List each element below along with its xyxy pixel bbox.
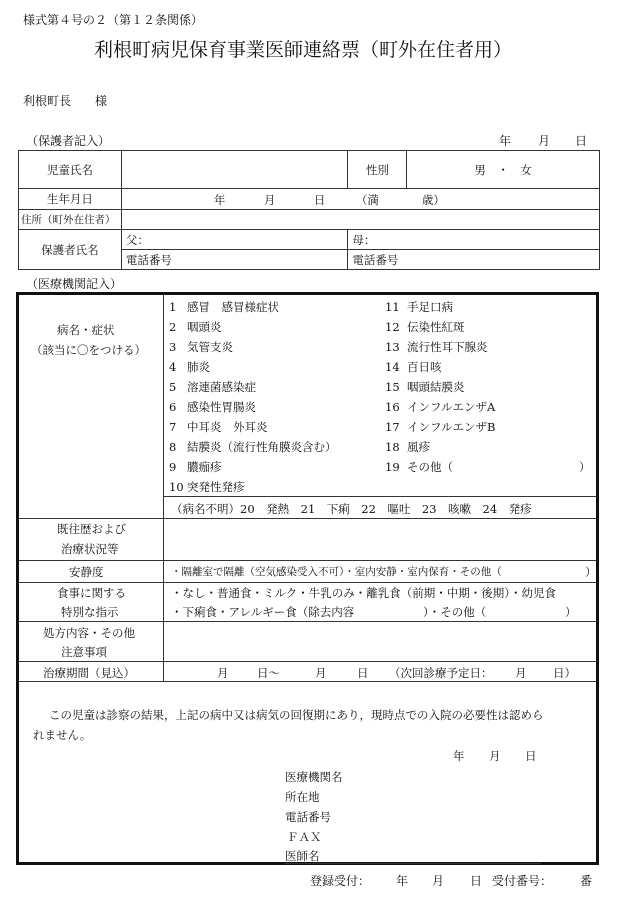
gender-label: 性別 [348, 151, 407, 189]
diet-options-1[interactable]: ・なし・普通食・ミルク・牛乳のみ・離乳食（前期・中期・後期）・幼児食 [171, 586, 557, 600]
disease-name: その他（ [407, 460, 453, 474]
statement-line-1: この児童は診察の結果，上記の病中又は病気の回復期にあり，現時点での入院の必要性は認めら [49, 708, 544, 722]
period-to-day: 日 [357, 666, 369, 680]
address-field[interactable] [121, 210, 599, 230]
disease-name: インフルエンザA [407, 400, 496, 414]
age-close: 歳） [421, 193, 445, 207]
medical-section-label: （医療機関記入） [26, 277, 123, 291]
disease-item[interactable] [385, 319, 465, 335]
diet-options-2b[interactable]: ）・その他（ [423, 605, 487, 619]
birthdate-field[interactable] [121, 189, 599, 210]
birth-day: 日 [313, 193, 326, 207]
disease-item[interactable] [385, 459, 453, 475]
history-label: 既往歴および [57, 522, 126, 536]
period-from-day: 日〜 [257, 666, 280, 680]
disease-item[interactable] [385, 419, 496, 435]
disease-item[interactable] [385, 379, 465, 395]
rest-close: ） [585, 565, 597, 579]
disease-item[interactable] [385, 399, 495, 415]
father-phone-label: 電話番号 [125, 252, 172, 267]
disease-number: 7 [169, 420, 177, 434]
doctor-label: 医師名 [285, 849, 320, 863]
disease-item[interactable] [169, 459, 222, 475]
page-title: 利根町病児保育事業医師連絡票（町外在住者用） [94, 39, 513, 61]
disease-number: 16 [385, 400, 400, 414]
footer-year: 年 [396, 874, 409, 888]
next-visit-month: 月 [515, 666, 527, 680]
disease-number: 15 [385, 380, 400, 394]
other-disease-close: ） [579, 460, 591, 474]
disease-item[interactable] [385, 299, 453, 315]
disease-number: 12 [385, 320, 400, 334]
mother-label: 母： [352, 232, 376, 247]
rest-options[interactable]: ・隔離室で隔離（空気感染受入不可）・室内安静・室内保育・その他（ [171, 566, 502, 578]
mother-phone-label: 電話番号 [352, 252, 399, 267]
disease-number: 14 [385, 360, 400, 374]
number-suffix: 番 [580, 874, 593, 888]
period-to-month: 月 [315, 666, 327, 680]
disease-number: 19 [385, 460, 400, 474]
disease-name: 気管支炎 [187, 340, 233, 354]
addressee: 利根町長 様 [23, 94, 108, 108]
diagnosis-instruction: （該当に〇をつける） [31, 343, 146, 357]
disease-name: 感染性胃腸炎 [187, 400, 256, 414]
child-name-label: 児童氏名 [19, 151, 122, 189]
date-day: 日 [575, 134, 588, 148]
diet-options-2a[interactable]: ・下痢食・アレルギー食（除去内容 [171, 605, 355, 619]
guardian-table [18, 150, 600, 270]
guardian-section-label: （保護者記入） [26, 134, 111, 148]
diet-label-2: 特別な指示 [61, 605, 119, 619]
disease-item[interactable] [169, 479, 245, 495]
footer-month: 月 [432, 874, 445, 888]
disease-item[interactable] [169, 299, 279, 315]
guardian-name-label: 保護者氏名 [19, 230, 122, 270]
disease-name: 風疹 [407, 440, 430, 454]
doctor-signature-line[interactable] [285, 863, 541, 864]
diet-options-2c: ） [565, 605, 577, 619]
disease-item[interactable] [169, 439, 337, 455]
disease-number: 8 [169, 440, 177, 454]
father-phone-field[interactable] [121, 250, 348, 270]
disease-name: 流行性耳下腺炎 [407, 340, 488, 354]
disease-name: 感冒 感冒様症状 [187, 300, 279, 314]
location-label: 所在地 [285, 790, 320, 804]
sign-year: 年 [453, 749, 465, 763]
father-label: 父： [125, 232, 149, 247]
disease-name: 突発性発疹 [187, 480, 245, 494]
next-visit-label: （次回診療予定日： [389, 666, 493, 680]
statement-line-2: れません。 [33, 728, 92, 742]
disease-number: 11 [385, 300, 400, 314]
mother-phone-field[interactable] [348, 250, 600, 270]
disease-number: 6 [169, 400, 177, 414]
disease-name: 手足口病 [407, 300, 453, 314]
disease-number: 18 [385, 440, 400, 454]
footer-day: 日 [470, 874, 483, 888]
mother-field[interactable] [348, 230, 600, 250]
date-month: 月 [538, 134, 551, 148]
father-field[interactable] [121, 230, 348, 250]
disease-item[interactable] [169, 319, 222, 335]
disease-item[interactable] [385, 439, 430, 455]
period-label: 治療期間（見込） [43, 666, 135, 680]
disease-name: 咽頭炎 [187, 320, 222, 334]
sign-month: 月 [489, 749, 501, 763]
disease-name: 膿痂疹 [187, 460, 222, 474]
disease-name: 溶連菌感染症 [187, 380, 256, 394]
disease-number: 5 [169, 380, 177, 394]
date-year: 年 [499, 134, 512, 148]
diagnosis-label: 病名・症状 [57, 323, 115, 337]
prescription-label: 処方内容・その他 [43, 626, 135, 640]
disease-name: 結膜炎（流行性角膜炎含む） [187, 440, 337, 454]
disease-item[interactable] [385, 339, 488, 355]
disease-name: インフルエンザB [407, 420, 496, 434]
prescription-label-2: 注意事項 [61, 645, 107, 659]
disease-item[interactable] [169, 359, 210, 375]
disease-name: 伝染性紅斑 [407, 320, 465, 334]
disease-name: 中耳炎 外耳炎 [187, 420, 268, 434]
disease-item[interactable] [169, 379, 256, 395]
age-open: （満 [355, 193, 379, 207]
form-number: 様式第４号の２（第１２条関係） [23, 13, 204, 27]
unknown-symptoms-line[interactable]: （病名不明）20 発熱 21 下痢 22 嘔吐 23 咳嗽 24 発疹 [171, 502, 532, 516]
disease-number: 17 [385, 420, 400, 434]
disease-name: 百日咳 [407, 360, 442, 374]
phone-label: 電話番号 [285, 810, 331, 824]
disease-name: 咽頭結膜炎 [407, 380, 465, 394]
receipt-number-label: 受付番号： [492, 874, 553, 888]
disease-number: 9 [169, 460, 177, 474]
disease-name: 肺炎 [187, 360, 210, 374]
birth-month: 月 [263, 193, 276, 207]
sign-day: 日 [525, 749, 537, 763]
address-label: 住所（町外在住者） [19, 210, 122, 230]
birth-year: 年 [213, 193, 226, 207]
disease-number: 3 [169, 340, 177, 354]
history-label-2: 治療状況等 [61, 542, 119, 556]
disease-item[interactable] [169, 399, 256, 415]
diet-label: 食事に関する [57, 586, 126, 600]
child-name-field[interactable] [121, 151, 348, 189]
disease-number: 1 [169, 300, 177, 314]
disease-item[interactable] [169, 419, 268, 435]
medical-section-box [16, 292, 599, 865]
disease-number: 13 [385, 340, 400, 354]
institution-label: 医療機関名 [285, 770, 343, 784]
disease-item[interactable] [385, 359, 442, 375]
period-from-month: 月 [217, 666, 229, 680]
disease-item[interactable] [169, 339, 233, 355]
next-visit-day: 日） [553, 666, 576, 680]
disease-number: 2 [169, 320, 177, 334]
birthdate-label: 生年月日 [19, 189, 122, 210]
registration-label: 登録受付： [310, 874, 371, 888]
disease-number: 4 [169, 360, 177, 374]
rest-label: 安静度 [69, 565, 104, 579]
fax-label: ＦＡＸ [287, 830, 322, 844]
gender-options[interactable]: 男 ・ 女 [407, 151, 600, 189]
disease-number: 10 [169, 480, 184, 494]
